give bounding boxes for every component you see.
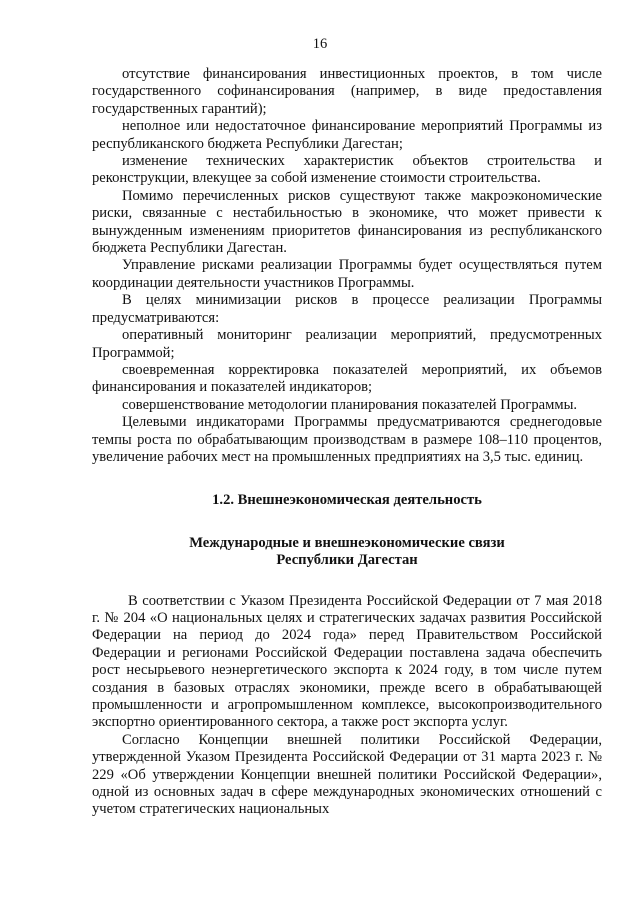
subsection-heading-line2: Республики Дагестан (276, 552, 418, 569)
paragraph-foreign-policy-concept: Согласно Концепции внешней политики Российской Федерации, утвержденной Указом Президента Российской Федерации от 31 марта 2023 г. № 229 «Об утверждении Концепции внешней политики Российской Федерации», одной из основных задач в сфере международных экономических отношений с учетом стратегических национальных (92, 731, 602, 818)
page-number: 16 (312, 36, 328, 52)
subsection-heading-line1: Международные и внешнеэкономические связи (189, 534, 505, 551)
paragraph-monitoring: оперативный мониторинг реализации мероприятий, предусмотренных Программой; (92, 327, 602, 361)
paragraph-adjustment: своевременная корректировка показателей мероприятий, их объемов финансирования и показателей индикаторов; (92, 361, 602, 396)
paragraph-presidential-decree: В соответствии с Указом Президента Российской Федерации от 7 мая 2018 г. № 204 «О национальных целях и стратегических задачах развития Российской Федерации на период до 2024 года» перед Правительством Российской Федерации и регионами Российской Федерации поставлена задача обеспечить рост несырьевого неэнергетического экспорта к 2024 году, в том числе путем создания в базовых отраслях экономики, прежде всего в обрабатывающей промышленности и агропромышленном комплексе, высокопроизводительного экспортно ориентированного сектора, а также рост экспорта услуг. (92, 592, 602, 731)
paragraph-technical-changes: изменение технических характеристик объектов строительства и реконструкции, влекущее за собой изменение стоимости строительства. (92, 153, 602, 187)
paragraph-no-investment-financing: отсутствие финансирования инвестиционных проектов, в том числе государственного софинансирования (например, в виде предоставления государственных гарантий); (92, 66, 602, 117)
paragraph-risk-minimization: В целях минимизации рисков в процессе реализации Программы предусматриваются: (92, 292, 602, 326)
paragraph-methodology: совершенствование методологии планирования показателей Программы. (122, 396, 578, 413)
document-body (92, 66, 602, 819)
paragraph-target-indicators: Целевыми индикаторами Программы предусматриваются среднегодовые темпы роста по обрабатывающим производствам в размере 108–110 процентов, увеличение рабочих мест на промышленных предприятиях на 3,5 тыс. единиц. (92, 414, 602, 465)
subsection-heading (92, 535, 602, 570)
paragraph-risk-management: Управление рисками реализации Программы будет осуществляться путем координации деятельности участников Программы. (92, 257, 602, 291)
paragraph-macroeconomic-risks: Помимо перечисленных рисков существуют также макроэкономические риски, связанные с нестабильностью в экономике, что может привести к вынужденным изменениям приоритетов финансирования из республиканского бюджета Республики Дагестан. (92, 187, 602, 257)
section-heading: 1.2. Внешнеэкономическая деятельность (212, 492, 482, 509)
paragraph-insufficient-financing: неполное или недостаточное финансирование мероприятий Программы из республиканского бюджета Республики Дагестан; (92, 118, 602, 152)
